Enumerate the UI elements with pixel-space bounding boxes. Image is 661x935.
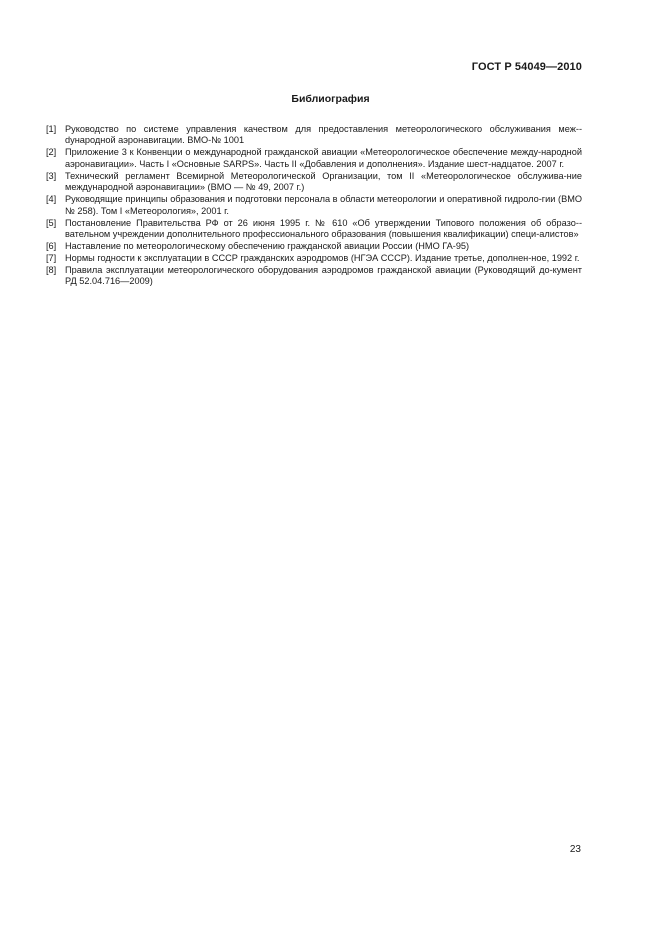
bibliography-text: Технический регламент Всемирной Метеорологической Организации, том II «Метеорологическое обслужива-ние международной аэронавигации» (ВМО — № 49, 2007 г.) — [65, 170, 582, 193]
bibliography-list — [46, 124, 582, 288]
bibliography-item — [46, 253, 582, 264]
bibliography-text: Приложение 3 к Конвенции о международной гражданской авиации «Метеорологическое обеспечение между-народной аэронавигации». Часть I «Основные SARPS». Часть II «Добавления и дополнения». Издание шест-надцатое. 2007 г. — [65, 147, 582, 169]
document-code: ГОСТ Р 54049—2010 — [471, 61, 582, 73]
bibliography-item — [46, 265, 582, 288]
bibliography-item — [46, 194, 582, 217]
bibliography-text: Постановление Правительства РФ от 26 июня 1995 г. № 610 «Об утверждении Типового положения об образо-вательном учреждении дополнительного профессионального образования (повышения квалификации) специ-алистов» — [65, 217, 582, 240]
bibliography-text: Руководящие принципы образования и подготовки персонала в области метеорологии и оперативной гидроло-гии (ВМО № 258). Том I «Метеорология», 2001 г. — [65, 194, 582, 216]
section-title: Библиография — [291, 93, 370, 105]
bibliography-number: [4] — [46, 194, 57, 205]
bibliography-number: [6] — [46, 241, 57, 252]
bibliography-number: [8] — [46, 265, 57, 276]
bibliography-number: [2] — [46, 147, 57, 158]
bibliography-number: [7] — [46, 253, 57, 264]
bibliography-text: Нормы годности к эксплуатации в СССР гражданских аэродромов (НГЭА СССР). Издание третье, дополнен-ное, 1992 г. — [65, 253, 580, 264]
bibliography-number: [1] — [46, 124, 57, 134]
bibliography-number: [3] — [46, 170, 57, 181]
bibliography-number: [5] — [46, 217, 57, 228]
bibliography-item — [46, 218, 582, 241]
bibliography-text: Правила эксплуатации метеорологического оборудования аэродромов гражданской авиации (Руководящий до-кумент РД 52.04.716—2009) — [65, 265, 582, 287]
page-number: 23 — [569, 844, 581, 855]
bibliography-item — [46, 124, 582, 147]
bibliography-item — [46, 171, 582, 194]
bibliography-item — [46, 147, 582, 170]
bibliography-item — [46, 241, 582, 252]
bibliography-text: Наставление по метеорологическому обеспечению гражданской авиации России (НМО ГА-95) — [65, 241, 470, 252]
bibliography-text: Руководство по системе управления качеством для предоставления метеорологического обслуживания меж-dународной аэронавигации. ВМО-№ 1001 — [65, 124, 582, 146]
